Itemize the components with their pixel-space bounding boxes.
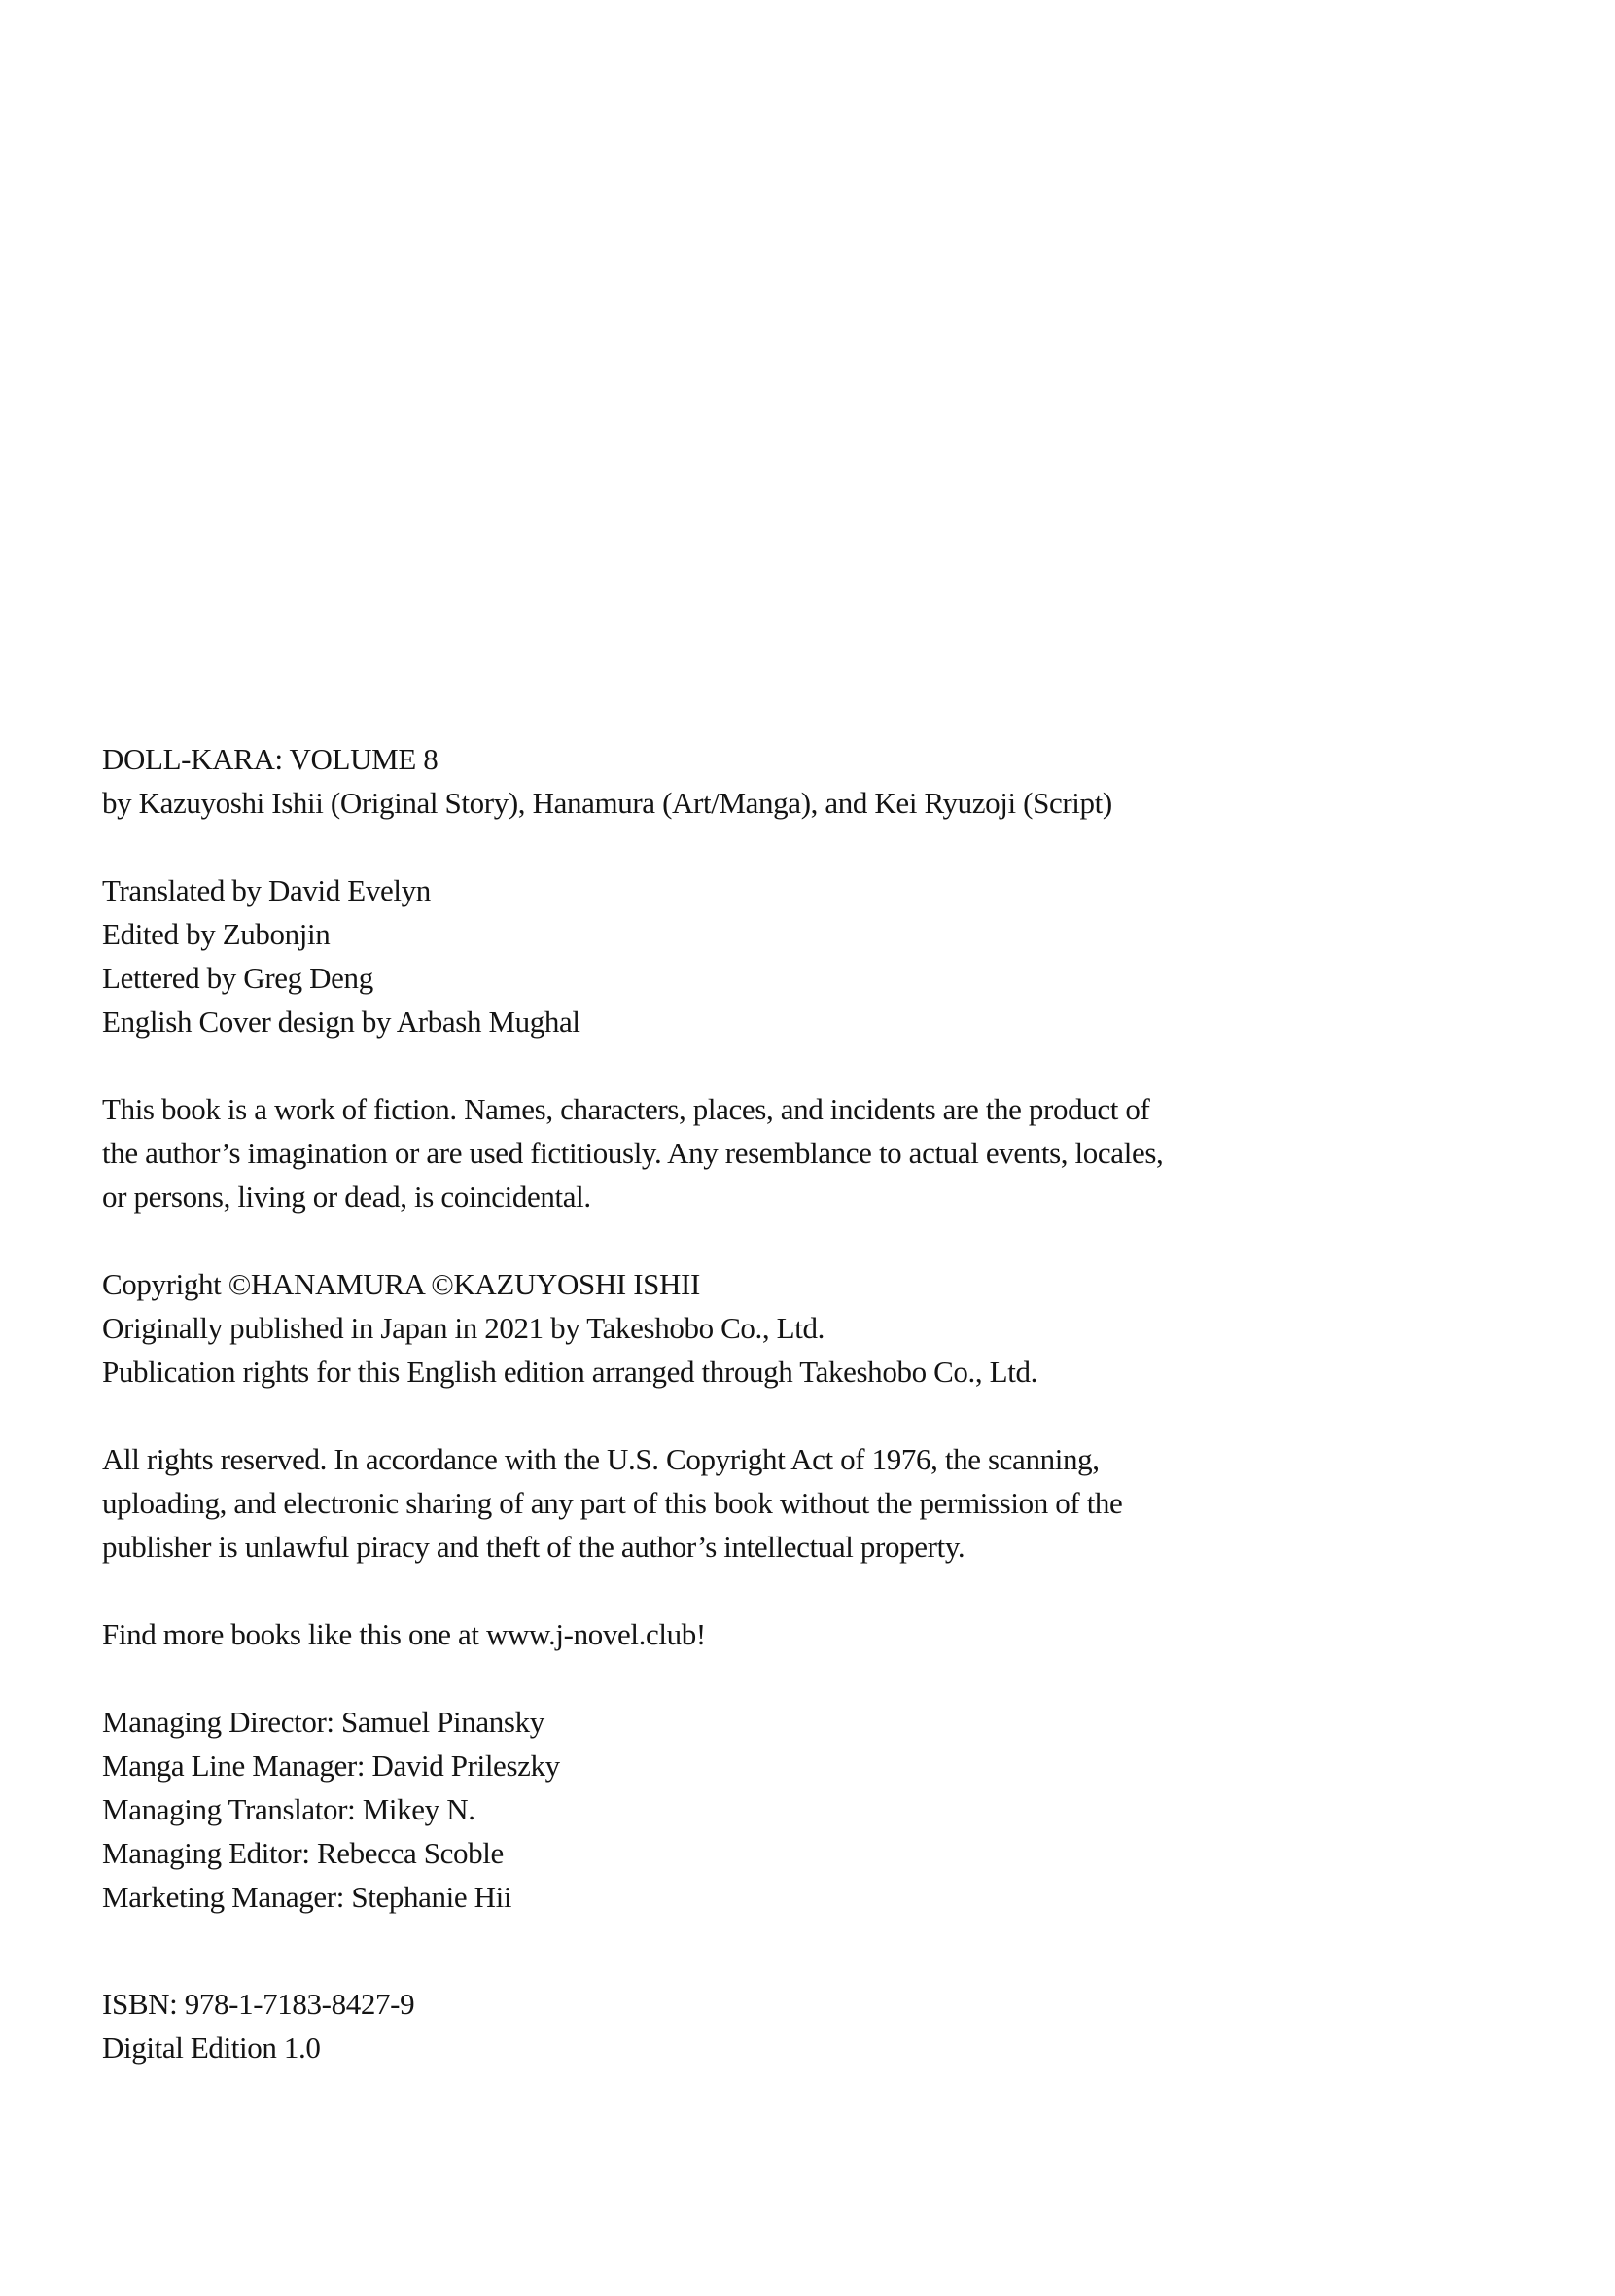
staff-managing-translator: Managing Translator: Mikey N. <box>102 1792 475 1826</box>
rights-line: publisher is unlawful piracy and theft of the author’s intellectual property. <box>102 1530 965 1564</box>
book-title: DOLL-KARA: VOLUME 8 <box>102 742 439 776</box>
copyright-block <box>102 1262 1522 1394</box>
disclaimer-line: the author’s imagination or are used fictitiously. Any resemblance to actual events, locales, <box>102 1136 1164 1170</box>
rights-line: All rights reserved. In accordance with the U.S. Copyright Act of 1976, the scanning, <box>102 1442 1100 1476</box>
staff-manga-line-manager: Manga Line Manager: David Prileszky <box>102 1748 560 1783</box>
staff-marketing-manager: Marketing Manager: Stephanie Hii <box>102 1880 512 1914</box>
publication-rights: Publication rights for this English edition arranged through Takeshobo Co., Ltd. <box>102 1355 1037 1389</box>
staff-block <box>102 1700 1522 1919</box>
promo-line: Find more books like this one at www.j-novel.club! <box>102 1617 706 1651</box>
rights-notice <box>102 1437 1522 1569</box>
staff-managing-director: Managing Director: Samuel Pinansky <box>102 1705 544 1739</box>
credits-block <box>102 868 1522 1043</box>
staff-managing-editor: Managing Editor: Rebecca Scoble <box>102 1836 504 1870</box>
book-copyright-page <box>102 737 1522 2069</box>
disclaimer-line: This book is a work of fiction. Names, characters, places, and incidents are the product of <box>102 1092 1150 1126</box>
credit-translator: Translated by David Evelyn <box>102 873 431 907</box>
credit-cover-designer: English Cover design by Arbash Mughal <box>102 1005 580 1039</box>
rights-line: uploading, and electronic sharing of any part of this book without the permission of the <box>102 1486 1123 1520</box>
copyright-holders: Copyright ©HANAMURA ©KAZUYOSHI ISHII <box>102 1267 700 1301</box>
title-block <box>102 737 1522 825</box>
original-publication: Originally published in Japan in 2021 by Takeshobo Co., Ltd. <box>102 1311 825 1345</box>
edition-label: Digital Edition 1.0 <box>102 2031 321 2065</box>
promo-block <box>102 1612 1522 1656</box>
credit-letterer: Lettered by Greg Deng <box>102 961 373 995</box>
disclaimer-line: or persons, living or dead, is coincidental. <box>102 1180 591 1214</box>
book-byline: by Kazuyoshi Ishii (Original Story), Hanamura (Art/Manga), and Kei Ryuzoji (Script) <box>102 786 1112 820</box>
credit-editor: Edited by Zubonjin <box>102 917 331 951</box>
fiction-disclaimer <box>102 1087 1522 1219</box>
isbn-number: ISBN: 978-1-7183-8427-9 <box>102 1987 415 2021</box>
isbn-block <box>102 1982 1522 2069</box>
